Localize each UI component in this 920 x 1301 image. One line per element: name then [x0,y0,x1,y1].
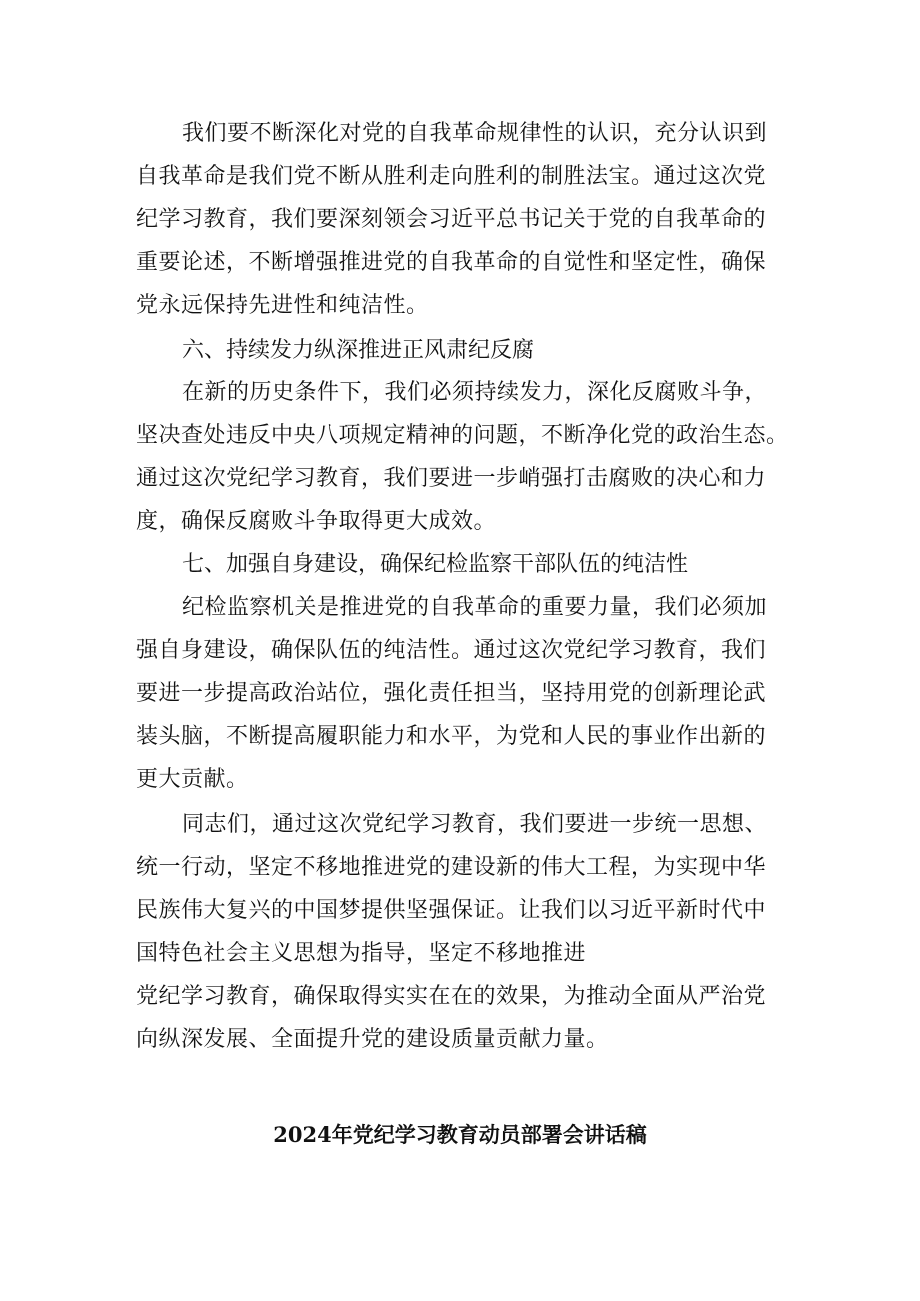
paragraph-line: 更大贡献。 [136,767,249,792]
paragraph-line: 统一行动，坚定不移地推进党的建设新的伟大工程，为实现中华 [136,855,767,880]
document-title: 2024年党纪学习教育动员部署会讲话稿 [273,1122,647,1147]
paragraph-line: 重要论述，不断增强推进党的自我革命的自觉性和坚定性，确保 [136,250,767,275]
paragraph-line: 纪学习教育，我们要深刻领会习近平总书记关于党的自我革命的 [136,207,767,232]
paragraph-line: 度，确保反腐败斗争取得更大成效。 [136,509,497,534]
paragraph-line: 党纪学习教育，确保取得实实在在的效果，为推动全面从严治党 [136,984,767,1009]
section-6-heading: 六、持续发力纵深推进正风肃纪反腐 [182,338,535,363]
paragraph-line: 自我革命是我们党不断从胜利走向胜利的制胜法宝。通过这次党 [136,164,767,189]
paragraph-line: 装头脑，不断提高履职能力和水平，为党和人民的事业作出新的 [136,724,767,749]
paragraph-line: 同志们，通过这次党纪学习教育，我们要进一步统一思想、 [182,812,768,837]
section-7-heading: 七、加强自身建设，确保纪检监察干部队伍的纯洁性 [182,552,689,577]
paragraph-line: 国特色社会主义思想为指导，坚定不移地推进 [136,941,587,966]
paragraph-line: 在新的历史条件下，我们必须持续发力，深化反腐败斗争， [182,380,768,405]
paragraph-line: 要进一步提高政治站位，强化责任担当，坚持用党的创新理论武 [136,681,767,706]
paragraph-line: 民族伟大复兴的中国梦提供坚强保证。让我们以习近平新时代中 [136,898,767,923]
paragraph-line: 坚决查处违反中央八项规定精神的问题，不断净化党的政治生态。 [136,423,789,448]
paragraph-line: 纪检监察机关是推进党的自我革命的重要力量，我们必须加 [182,595,768,620]
paragraph-line: 强自身建设，确保队伍的纯洁性。通过这次党纪学习教育，我们 [136,638,767,663]
paragraph-line: 通过这次党纪学习教育，我们要进一步峭强打击腐败的决心和力 [136,466,767,491]
paragraph-line: 我们要不断深化对党的自我革命规律性的认识，充分认识到 [182,121,768,146]
paragraph-line: 党永远保持先进性和纯洁性。 [136,293,429,318]
paragraph-line: 向纵深发展、全面提升党的建设质量贡献力量。 [136,1027,609,1052]
